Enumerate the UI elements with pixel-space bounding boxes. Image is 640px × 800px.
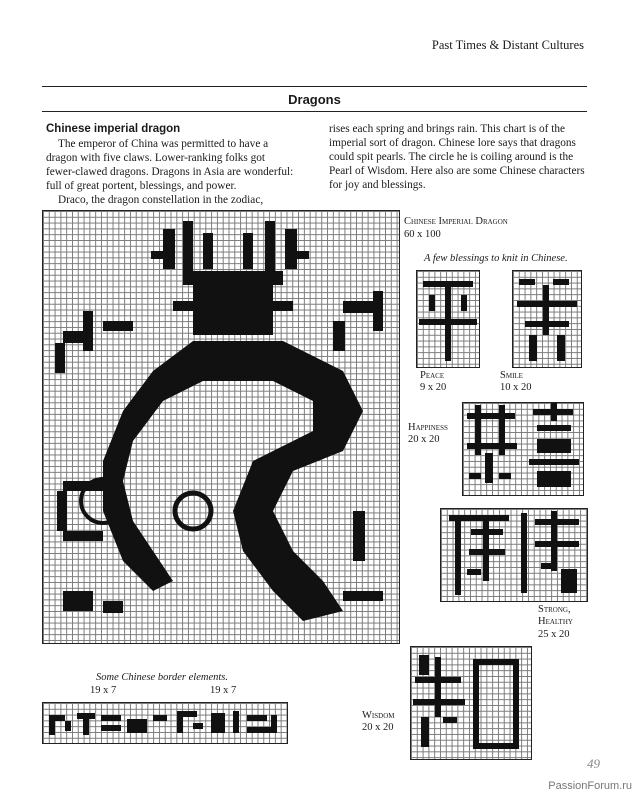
border-size-1: 19 x 7 [90,685,117,696]
smile-title: Smile [500,370,523,381]
section-title: Dragons [288,92,341,107]
blessings-caption: A few blessings to knit in Chinese. [424,253,568,264]
dragon-size: 60 x 100 [404,229,441,240]
wisdom-size: 20 x 20 [362,722,394,733]
dragon-chart [42,210,400,644]
peace-character [417,271,479,367]
paragraph-3: rises each spring and brings rain. This chart is of the imperial sort of dragon. Chinese lore says that dragons could spit pearls. The circle he is coiling around is the Pearl of Wisdom. Here also are some Chinese characters for joy and blessings. [329,123,585,191]
strong-size: 25 x 20 [538,629,570,640]
border-chart [42,702,288,744]
wisdom-title: Wisdom [362,710,395,721]
peace-chart [416,270,480,368]
border-motifs [43,703,287,743]
happiness-characters [463,403,583,495]
strong-healthy-chart [440,508,588,602]
bottom-rule [42,111,587,112]
dragon-motif [43,211,399,643]
dragon-title: Chinese Imperial Dragon [404,216,508,227]
smile-chart [512,270,582,368]
watermark: PassionForum.ru [548,780,632,792]
wisdom-characters [411,647,531,759]
border-caption: Some Chinese border elements. [96,672,228,683]
strong-healthy-characters [441,509,587,601]
border-size-2: 19 x 7 [210,685,237,696]
running-head: Past Times & Distant Cultures [431,38,584,52]
happiness-chart [462,402,584,496]
top-rule [42,86,587,87]
strong-title-2: Healthy [538,616,573,627]
strong-title-1: Strong, [538,604,571,615]
peace-title: Peace [420,370,445,381]
smile-character [513,271,581,367]
left-text-column [46,122,296,207]
paragraph-2: Draco, the dragon constellation in the zodiac, [58,194,264,206]
happiness-size: 20 x 20 [408,434,440,445]
right-text-column [329,122,591,192]
happiness-title: Happiness [408,422,448,433]
smile-size: 10 x 20 [500,382,532,393]
subhead: Chinese imperial dragon [46,123,181,135]
page-number: 49 [587,756,600,771]
paragraph-1: The emperor of China was permitted to have a dragon with five claws. Lower-ranking folks got fewer-clawed dragons. Dragons in Asia are wonderful: full of great portent, blessings, and power. [46,138,294,192]
peace-size: 9 x 20 [420,382,447,393]
wisdom-chart [410,646,532,760]
